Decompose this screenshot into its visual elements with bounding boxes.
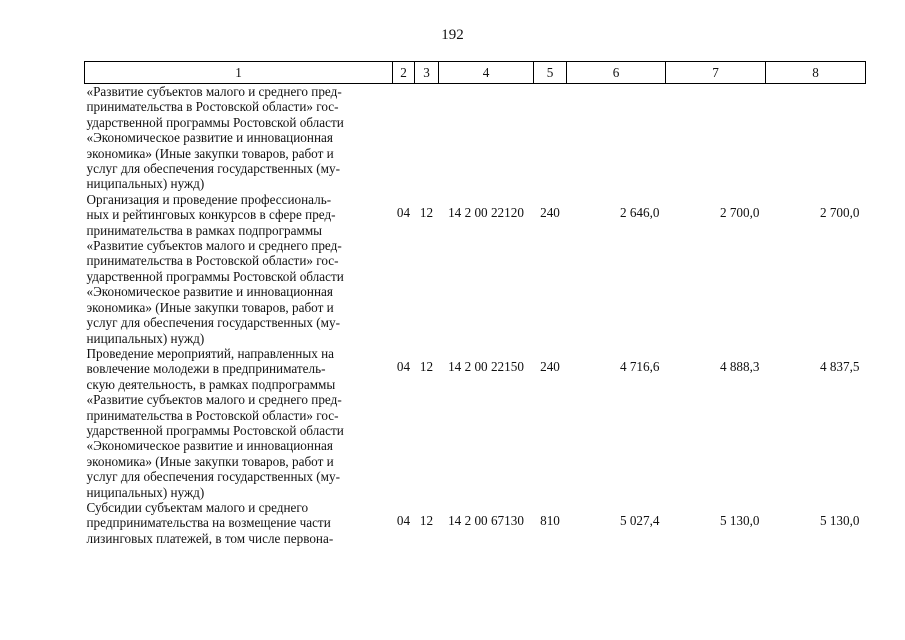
column-header: 2: [393, 62, 415, 84]
amount-col7: [666, 84, 766, 192]
target-article-code: 14 2 00 67130: [448, 512, 524, 528]
row-description: [85, 192, 393, 346]
column-header: 7: [666, 62, 766, 84]
description-line: ниципальных) нужд): [86, 176, 205, 192]
description-line: принимательства в Ростовской области» гос-: [86, 253, 339, 269]
description-line: услуг для обеспечения государственных (му-: [86, 161, 340, 177]
column-header: 5: [534, 62, 567, 84]
description-line: вовлечение молодежи в предприниматель-: [86, 361, 326, 377]
description-line: «Экономическое развитие и инновационная: [86, 284, 333, 300]
description-line: «Развитие субъектов малого и среднего пред-: [86, 84, 342, 99]
description-line: принимательства в рамках подпрограммы: [86, 222, 323, 238]
table-row: [85, 346, 866, 500]
subsection-code: 12: [419, 358, 434, 374]
amount-col7: 4 888,3: [719, 358, 760, 374]
description-line: «Экономическое развитие и инновационная: [86, 130, 333, 146]
section-code: 04: [396, 512, 411, 528]
description-line: лизинговых платежей, в том числе первона-: [86, 530, 334, 546]
description-line: «Развитие субъектов малого и среднего пред-: [86, 238, 342, 254]
description-line: экономика» (Иные закупки товаров, работ и: [86, 299, 334, 315]
description-line: принимательства в Ростовской области» гос-: [86, 99, 339, 115]
column-header: 3: [415, 62, 439, 84]
subsection-code: [415, 84, 439, 192]
column-header: 6: [567, 62, 666, 84]
expense-type-code: 810: [540, 512, 560, 528]
amount-col8: [766, 84, 866, 192]
description-line: принимательства в Ростовской области» гос-: [86, 407, 339, 423]
column-header: 4: [439, 62, 534, 84]
row-description: [85, 84, 393, 192]
description-line: ниципальных) нужд): [86, 330, 205, 346]
target-article-code: [439, 84, 534, 192]
description-line: Проведение мероприятий, направленных на: [86, 345, 335, 361]
description-line: экономика» (Иные закупки товаров, работ и: [86, 145, 334, 161]
description-line: ных и рейтинговых конкурсов в сфере пред-: [86, 207, 336, 223]
table-row: [85, 500, 866, 546]
subsection-code: 12: [419, 204, 434, 220]
description-line: ударственной программы Ростовской области: [86, 268, 344, 284]
amount-col6: 5 027,4: [619, 512, 660, 528]
expense-type-code: 240: [540, 204, 560, 220]
table-row: [85, 192, 866, 346]
description-line: Субсидии субъектам малого и среднего: [86, 499, 309, 515]
section-code: 04: [396, 358, 411, 374]
amount-col6: 4 716,6: [619, 358, 660, 374]
amount-col7: 2 700,0: [719, 204, 760, 220]
description-line: ниципальных) нужд): [86, 484, 205, 500]
expense-type-code: 240: [540, 358, 560, 374]
description-line: ударственной программы Ростовской области: [86, 422, 344, 438]
amount-col8: 2 700,0: [819, 204, 860, 220]
header-row: [85, 62, 866, 84]
amount-col8: 5 130,0: [819, 512, 860, 528]
column-header: 8: [766, 62, 866, 84]
description-line: услуг для обеспечения государственных (му-: [86, 315, 340, 331]
table-row: [85, 84, 866, 192]
section-code: [393, 84, 415, 192]
subsection-code: 12: [419, 512, 434, 528]
amount-col8: 4 837,5: [819, 358, 860, 374]
description-line: ударственной программы Ростовской области: [86, 114, 344, 130]
description-line: Организация и проведение профессиональ-: [86, 191, 332, 207]
description-line: «Экономическое развитие и инновационная: [86, 438, 333, 454]
description-line: предпринимательства на возмещение части: [86, 515, 331, 531]
target-article-code: 14 2 00 22120: [448, 204, 524, 220]
row-description: [85, 500, 393, 546]
description-line: услуг для обеспечения государственных (му-: [86, 469, 340, 485]
amount-col6: 2 646,0: [619, 204, 660, 220]
budget-table: [84, 61, 866, 546]
target-article-code: 14 2 00 22150: [448, 358, 524, 374]
description-line: «Развитие субъектов малого и среднего пред-: [86, 392, 342, 408]
page-number: 192: [441, 27, 464, 43]
section-code: 04: [396, 204, 411, 220]
amount-col6: [567, 84, 666, 192]
description-line: экономика» (Иные закупки товаров, работ и: [86, 453, 334, 469]
amount-col7: 5 130,0: [719, 512, 760, 528]
expense-type-code: [534, 84, 567, 192]
description-line: скую деятельность, в рамках подпрограммы: [86, 376, 336, 392]
row-description: [85, 346, 393, 500]
column-header: 1: [85, 62, 393, 84]
